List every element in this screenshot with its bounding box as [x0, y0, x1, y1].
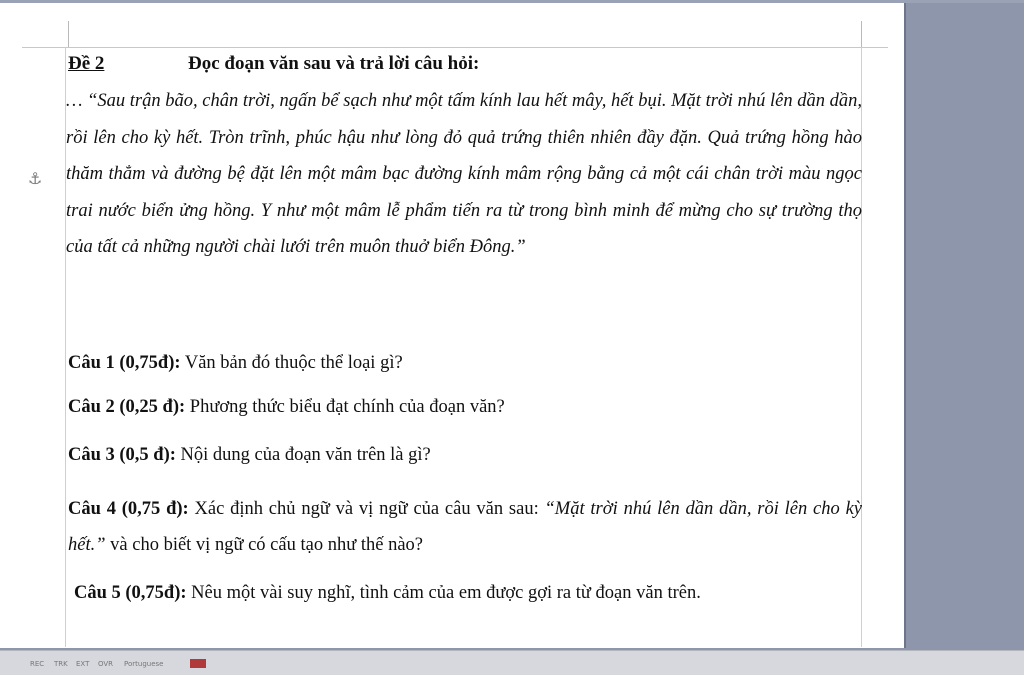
question-2: [68, 389, 862, 425]
question-1: [68, 345, 862, 381]
reading-passage: … “Sau trận bão, chân trời, ngấn bể sạch như một tấm kính lau hết mây, hết bụi. Mặt trời nhú lên dần dần, rồi lên cho kỳ hết. Tròn trĩnh, phúc hậu như lòng đỏ quả trứng thiên nhiên đầy đặn. Quả trứng hồng hào thăm thẳm và đường bệ đặt lên một mâm bạc đường kính mâm rộng bằng cả một cái chân trời màu ngọc trai nước biển ửng hồng. Y như một mâm lễ phẩm tiến ra từ trong bình minh để mừng cho sự trường thọ của tất cả những người chài lưới trên muôn thuở biển Đông.”: [66, 91, 862, 257]
question-2-text: Phương thức biểu đạt chính của đoạn văn?: [185, 397, 505, 417]
question-1-text: Văn bản đó thuộc thể loại gì?: [180, 353, 403, 373]
anchor-icon: ⚓︎: [28, 169, 43, 188]
exam-number: Đề 2: [68, 53, 105, 74]
spellcheck-icon[interactable]: [190, 659, 206, 668]
question-4: [68, 491, 862, 563]
document-page[interactable]: [0, 3, 906, 648]
margin-guide-left: [68, 21, 69, 48]
question-5-label: Câu 5 (0,75đ):: [74, 583, 187, 603]
question-4-quote: “Mặt trời nhú lên dần dần, rồi lên cho kỳ hết.”: [68, 499, 862, 555]
question-4-text-before: Xác định chủ ngữ và vị ngữ của câu văn sau:: [188, 499, 545, 519]
question-5: [74, 575, 862, 611]
exam-heading: [66, 53, 862, 79]
question-4-label: Câu 4 (0,75 đ):: [68, 499, 189, 519]
question-2-label: Câu 2 (0,25 đ):: [68, 397, 186, 417]
status-trk[interactable]: TRK: [54, 660, 68, 668]
question-5-text: Nêu một vài suy nghĩ, tình cảm của em được gợi ra từ đoạn văn trên.: [186, 583, 701, 603]
status-bar: [0, 650, 1024, 675]
exam-instruction: Đọc đoạn văn sau và trả lời câu hỏi:: [188, 53, 480, 74]
question-1-label: Câu 1 (0,75đ):: [68, 353, 181, 373]
margin-guide-right: [861, 21, 862, 48]
question-4-text-after: và cho biết vị ngữ có cấu tạo như thế nào?: [105, 535, 424, 555]
question-3: [68, 437, 862, 473]
status-rec[interactable]: REC: [30, 660, 45, 668]
status-language[interactable]: Portuguese: [124, 660, 164, 668]
status-ovr[interactable]: OVR: [98, 660, 114, 668]
question-3-text: Nội dung của đoạn văn trên là gì?: [175, 445, 431, 465]
status-ext[interactable]: EXT: [76, 660, 90, 668]
margin-guide-top: [22, 47, 888, 48]
question-3-label: Câu 3 (0,5 đ):: [68, 445, 176, 465]
